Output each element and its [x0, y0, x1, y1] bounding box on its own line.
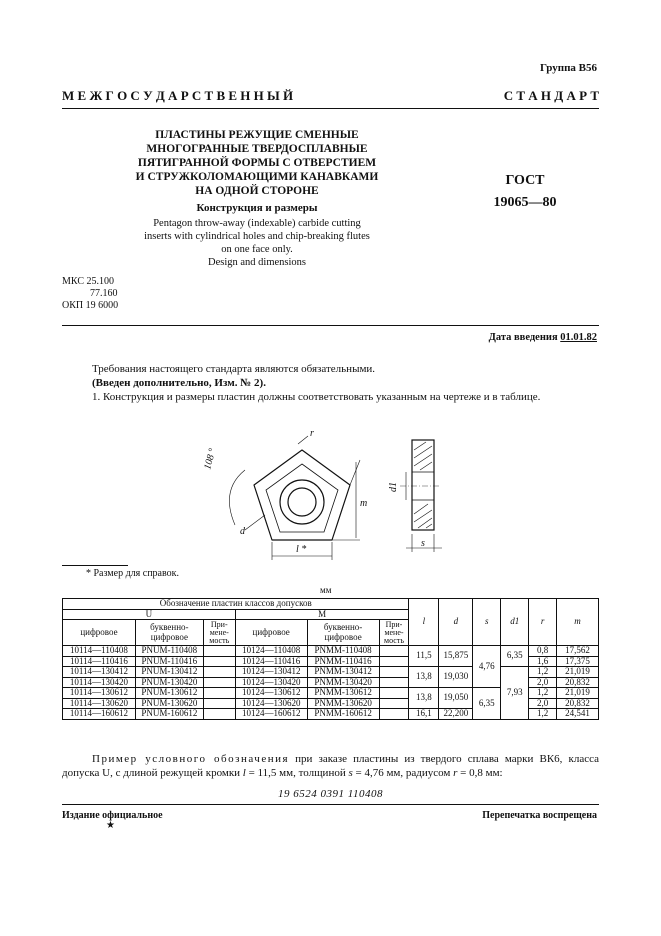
cell: 1,2: [529, 667, 557, 678]
mks-code: МКС 25.100: [62, 276, 114, 287]
cell: 2,0: [529, 698, 557, 709]
col-d: d: [439, 599, 473, 646]
cell: 15,875: [439, 646, 473, 667]
cell: 10124—110416: [235, 656, 307, 667]
cell: 13,8: [409, 667, 439, 688]
side-view: [412, 440, 434, 530]
cell: [379, 656, 409, 667]
cell: [379, 709, 409, 720]
cell: [203, 677, 235, 688]
gost-code: 19065—80: [493, 195, 557, 210]
d-label: d: [240, 526, 245, 537]
cell: 10114—130420: [63, 677, 136, 688]
group-label: Группа В56: [539, 62, 597, 74]
col-r: r: [529, 599, 557, 646]
table-row: [63, 646, 599, 657]
class-u: U: [63, 609, 236, 620]
unit-label: мм: [320, 585, 332, 595]
mks-code-2: 77.160: [90, 288, 118, 299]
cell: 1,2: [529, 688, 557, 699]
hole-outer: [280, 480, 324, 524]
cell: 10124—130412: [235, 667, 307, 678]
classification-codes: [62, 276, 118, 312]
cell: PNMM-160612: [307, 709, 379, 720]
col-m: m: [557, 599, 599, 646]
footnote: * Размер для справок.: [86, 568, 179, 579]
footnote-rule: [62, 565, 128, 566]
cell: 10114—110416: [63, 656, 136, 667]
cell: 10124—130420: [235, 677, 307, 688]
gost-number: [470, 170, 580, 214]
cell: 16,1: [409, 709, 439, 720]
footer-rule: [62, 804, 599, 805]
effective-date: [489, 332, 597, 343]
title-line: НА ОДНОЙ СТОРОНЕ: [195, 185, 319, 197]
cell: 6,35: [473, 688, 501, 720]
angle-label: 108 °: [202, 447, 219, 471]
official-edition: Издание официальное: [62, 810, 163, 821]
date-value: 01.01.82: [560, 332, 597, 343]
col-note-m: При-мене-мость: [379, 620, 409, 646]
cell: [379, 646, 409, 657]
cell: 10114—130620: [63, 698, 136, 709]
paragraph-mandatory: Требования настоящего стандарта являются обязательными.: [92, 363, 376, 375]
title-block: [112, 128, 402, 269]
d1-label: d1: [388, 482, 399, 492]
cell: 19,030: [439, 667, 473, 688]
designation-header: Обозначение пластин классов допусков: [63, 599, 409, 610]
inner-pentagon: [266, 464, 338, 532]
title-line: ПЯТИГРАННОЙ ФОРМЫ С ОТВЕРСТИЕМ: [137, 157, 377, 169]
cell: [203, 698, 235, 709]
cell: [203, 709, 235, 720]
cell: 7,93: [501, 667, 529, 720]
title-en: [112, 217, 402, 269]
cell: 13,8: [409, 688, 439, 709]
okp-code: ОКП 19 6000: [62, 300, 119, 311]
gost-label: ГОСТ: [505, 173, 545, 188]
example-code: 19 6524 0391 110408: [278, 788, 383, 800]
title-line: И СТРУЖКОЛОМАЮЩИМИ КАНАВКАМИ: [135, 171, 379, 183]
cell: [203, 667, 235, 678]
col-note-u: При-мене-мость: [203, 620, 235, 646]
cell: PNMM-110408: [307, 646, 379, 657]
cell: [379, 688, 409, 699]
outer-pentagon: [254, 450, 350, 540]
header-rule: [62, 325, 599, 326]
cell: [203, 688, 235, 699]
cell: [203, 656, 235, 667]
cell: 19,050: [439, 688, 473, 709]
col-alpha-m: буквенно-цифровое: [307, 620, 379, 646]
example-text-2: = 11,5 мм, толщиной: [245, 767, 349, 779]
title-en-line: on one face only.: [221, 244, 293, 255]
paragraph-design: 1. Конструкция и размеры пластин должны соответствовать указанным на чертеже и в таблице.: [92, 391, 541, 403]
cell: 1,2: [529, 709, 557, 720]
insert-drawing: [190, 430, 450, 560]
title-ru: [112, 128, 402, 198]
example-text-4: = 0,8 мм:: [457, 767, 503, 779]
cell: PNMM-130612: [307, 688, 379, 699]
cell: 22,200: [439, 709, 473, 720]
example-text-1: при заказе пластины из твердого сплава марки ВК6, класса допуска U, с длиной режущей кромки: [62, 753, 599, 779]
cell: PNMM-130620: [307, 698, 379, 709]
cell: 20,832: [557, 698, 599, 709]
example-lead: Пример условного обозначения: [92, 753, 290, 765]
title-en-line: Design and dimensions: [208, 257, 306, 268]
col-d1: d1: [501, 599, 529, 646]
cell: [379, 677, 409, 688]
cell: PNMM-130420: [307, 677, 379, 688]
cell: 24,541: [557, 709, 599, 720]
banner-rule: [62, 108, 599, 109]
cell: 2,0: [529, 677, 557, 688]
banner-word-2: С Т А Н Д А Р Т: [503, 88, 599, 103]
cell: 17,562: [557, 646, 599, 657]
subtitle: Конструкция и размеры: [196, 202, 318, 214]
cell: 10114—110408: [63, 646, 136, 657]
cell: 20,832: [557, 677, 599, 688]
date-label: Дата введения: [488, 332, 558, 343]
class-m: M: [235, 609, 409, 620]
table-row: [63, 667, 599, 678]
cell: 10124—110408: [235, 646, 307, 657]
cell: PNUM-130412: [135, 667, 203, 678]
cell: PNUM-130620: [135, 698, 203, 709]
banner-word-1: М Е Ж Г О С У Д А Р С Т В Е Н Н Ы Й: [62, 88, 294, 103]
example-s-symbol: s: [348, 767, 353, 779]
cell: PNMM-130412: [307, 667, 379, 678]
col-digital-u: цифровое: [63, 620, 136, 646]
col-s: s: [473, 599, 501, 646]
cell: PNUM-110416: [135, 656, 203, 667]
col-l: l: [409, 599, 439, 646]
cell: 11,5: [409, 646, 439, 667]
cell: 17,375: [557, 656, 599, 667]
cell: 10114—130612: [63, 688, 136, 699]
cell: 1,6: [529, 656, 557, 667]
paragraph-amendment: (Введен дополнительно, Изм. № 2).: [92, 377, 266, 389]
title-en-line: Pentagon throw-away (indexable) carbide cutting: [153, 218, 361, 229]
cell: PNUM-110408: [135, 646, 203, 657]
star-icon: ★: [106, 820, 115, 831]
standard-banner: [62, 88, 599, 104]
cell: 0,8: [529, 646, 557, 657]
m-label: m: [360, 498, 368, 509]
l-label: l *: [296, 544, 307, 555]
cell: [203, 646, 235, 657]
cell: PNMM-110416: [307, 656, 379, 667]
cell: 10124—130620: [235, 698, 307, 709]
example-r-symbol: r: [453, 767, 458, 779]
example-l-symbol: l: [242, 767, 246, 779]
cell: 6,35: [501, 646, 529, 667]
title-line: МНОГОГРАННЫЕ ТВЕРДОСПЛАВНЫЕ: [146, 143, 368, 155]
title-line: ПЛАСТИНЫ РЕЖУЩИЕ СМЕННЫЕ: [155, 129, 359, 141]
cell: PNUM-160612: [135, 709, 203, 720]
example-text-3: = 4,76 мм, радиусом: [352, 767, 454, 779]
reprint-notice: Перепечатка воспрещена: [482, 810, 597, 821]
col-digital-m: цифровое: [235, 620, 307, 646]
radius-label: r: [310, 430, 314, 439]
cell: 4,76: [473, 646, 501, 688]
title-en-line: inserts with cylindrical holes and chip-breaking flutes: [144, 231, 370, 242]
cell: 10124—130612: [235, 688, 307, 699]
cell: [379, 698, 409, 709]
dimensions-table: [62, 598, 599, 720]
s-label: s: [421, 538, 425, 549]
cell: [379, 667, 409, 678]
cell: 10114—130412: [63, 667, 136, 678]
cell: PNUM-130612: [135, 688, 203, 699]
col-alpha-u: буквенно-цифровое: [135, 620, 203, 646]
cell: 21,019: [557, 688, 599, 699]
designation-example: [62, 752, 599, 780]
cell: 10124—160612: [235, 709, 307, 720]
cell: 21,019: [557, 667, 599, 678]
cell: 10114—160612: [63, 709, 136, 720]
cell: PNUM-130420: [135, 677, 203, 688]
hole-inner: [288, 488, 316, 516]
